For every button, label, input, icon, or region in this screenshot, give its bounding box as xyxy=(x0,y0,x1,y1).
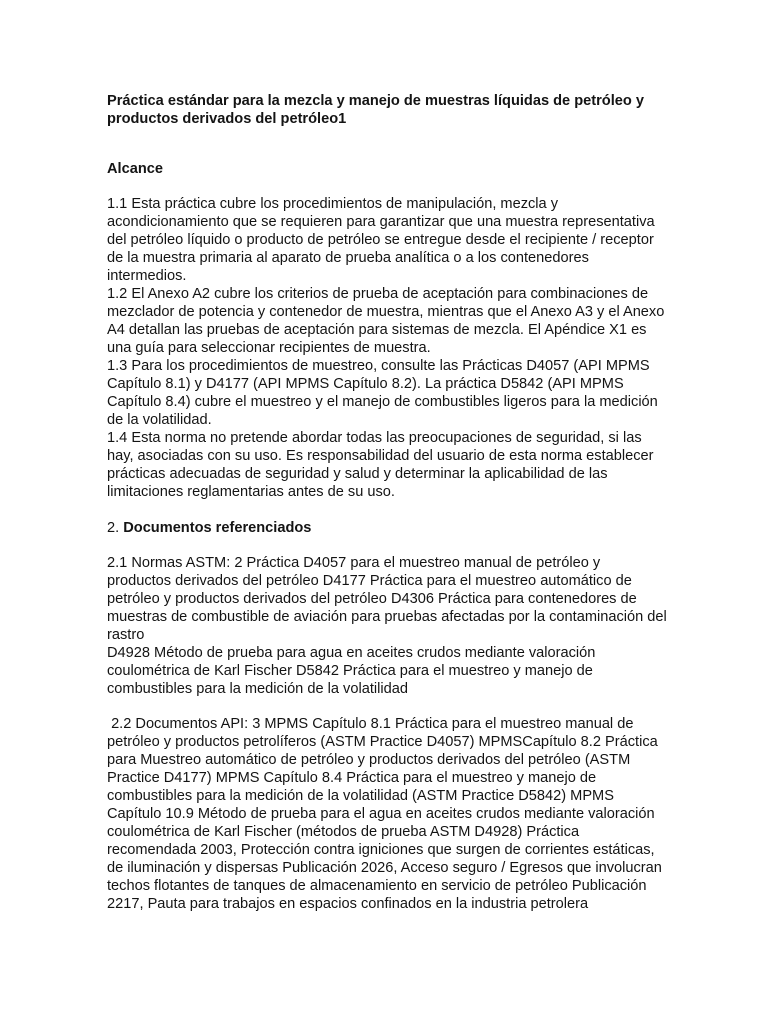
paragraph-1-3: 1.3 Para los procedimientos de muestreo, consulte las Prácticas D4057 (API MPMS Capítulo 8.1) y D4177 (API MPMS Capítulo 8.2). La práctica D5842 (API MPMS Capítulo 8.4) cubre el muestreo y el manejo de combustibles ligeros para la medición de la volatilidad. xyxy=(107,358,658,428)
document-body xyxy=(107,92,667,913)
paragraph-2-2: 2.2 Documentos API: 3 MPMS Capítulo 8.1 Práctica para el muestreo manual de petróleo y productos petrolíferos (ASTM Practice D4057) MPMSCapítulo 8.2 Práctica para Muestreo automático de petróleo y productos derivados del petróleo (ASTM Practice D4177) MPMS Capítulo 8.4 Práctica para el muestreo y manejo de combustibles para la medición de la volatilidad (ASTM Practice D5842) MPMS Capítulo 10.9 Método de prueba para el agua en aceites crudos mediante valoración coulométrica de Karl Fischer (métodos de prueba ASTM D4928) Práctica recomendada 2003, Protección contra igniciones que surgen de corrientes estáticas, de iluminación y dispersas Publicación 2026, Acceso seguro / Egresos que involucran techos flotantes de tanques de almacenamiento en servicio de petróleo Publicación 2217, Pauta para trabajos en espacios confinados en la industria petrolera xyxy=(107,716,662,912)
section-2-2-body xyxy=(107,715,667,913)
section-heading-documentos xyxy=(107,519,667,537)
section-heading-alcance: Alcance xyxy=(107,161,163,177)
section-2-1-body xyxy=(107,554,667,698)
paragraph-1-2: 1.2 El Anexo A2 cubre los criterios de prueba de aceptación para combinaciones de mezclador de potencia y contenedor de muestra, mientras que el Anexo A3 y el Anexo A4 detallan las pruebas de aceptación para sistemas de mezcla. El Apéndice X1 es una guía para seleccionar recipientes de muestra. xyxy=(107,286,665,356)
paragraph-1-1: 1.1 Esta práctica cubre los procedimientos de manipulación, mezcla y acondicionamiento que se requieren para garantizar que una muestra representativa del petróleo líquido o producto de petróleo se entregue desde el recipiente / receptor de la muestra primaria al aparato de prueba analítica o a los contenedores intermedios. xyxy=(107,196,655,284)
paragraph-2-2-wrapper xyxy=(107,715,667,913)
paragraph-2-1b: D4928 Método de prueba para agua en aceites crudos mediante valoración coulométrica de Karl Fischer D5842 Práctica para el muestreo y manejo de combustibles para la medición de la volatilidad xyxy=(107,645,596,697)
paragraph-2-1a: 2.1 Normas ASTM: 2 Práctica D4057 para el muestreo manual de petróleo y productos derivados del petróleo D4177 Práctica para el muestreo automático de petróleo y productos derivados del petróleo D4306 Práctica para contenedores de muestras de combustible de aviación para pruebas afectadas por la contaminación del rastro xyxy=(107,555,667,643)
document-title: Práctica estándar para la mezcla y manejo de muestras líquidas de petróleo y productos derivados del petróleo1 xyxy=(107,93,644,127)
section-alcance-body xyxy=(107,195,667,501)
paragraph-1-4: 1.4 Esta norma no pretende abordar todas las preocupaciones de seguridad, si las hay, asociadas con su uso. Es responsabilidad del usuario de esta norma establecer prácticas adecuadas de seguridad y salud y determinar la aplicabilidad de las limitaciones reglamentarias antes de su uso. xyxy=(107,430,654,500)
section-title: Documentos referenciados xyxy=(123,520,312,536)
section-number: 2. xyxy=(107,520,120,536)
